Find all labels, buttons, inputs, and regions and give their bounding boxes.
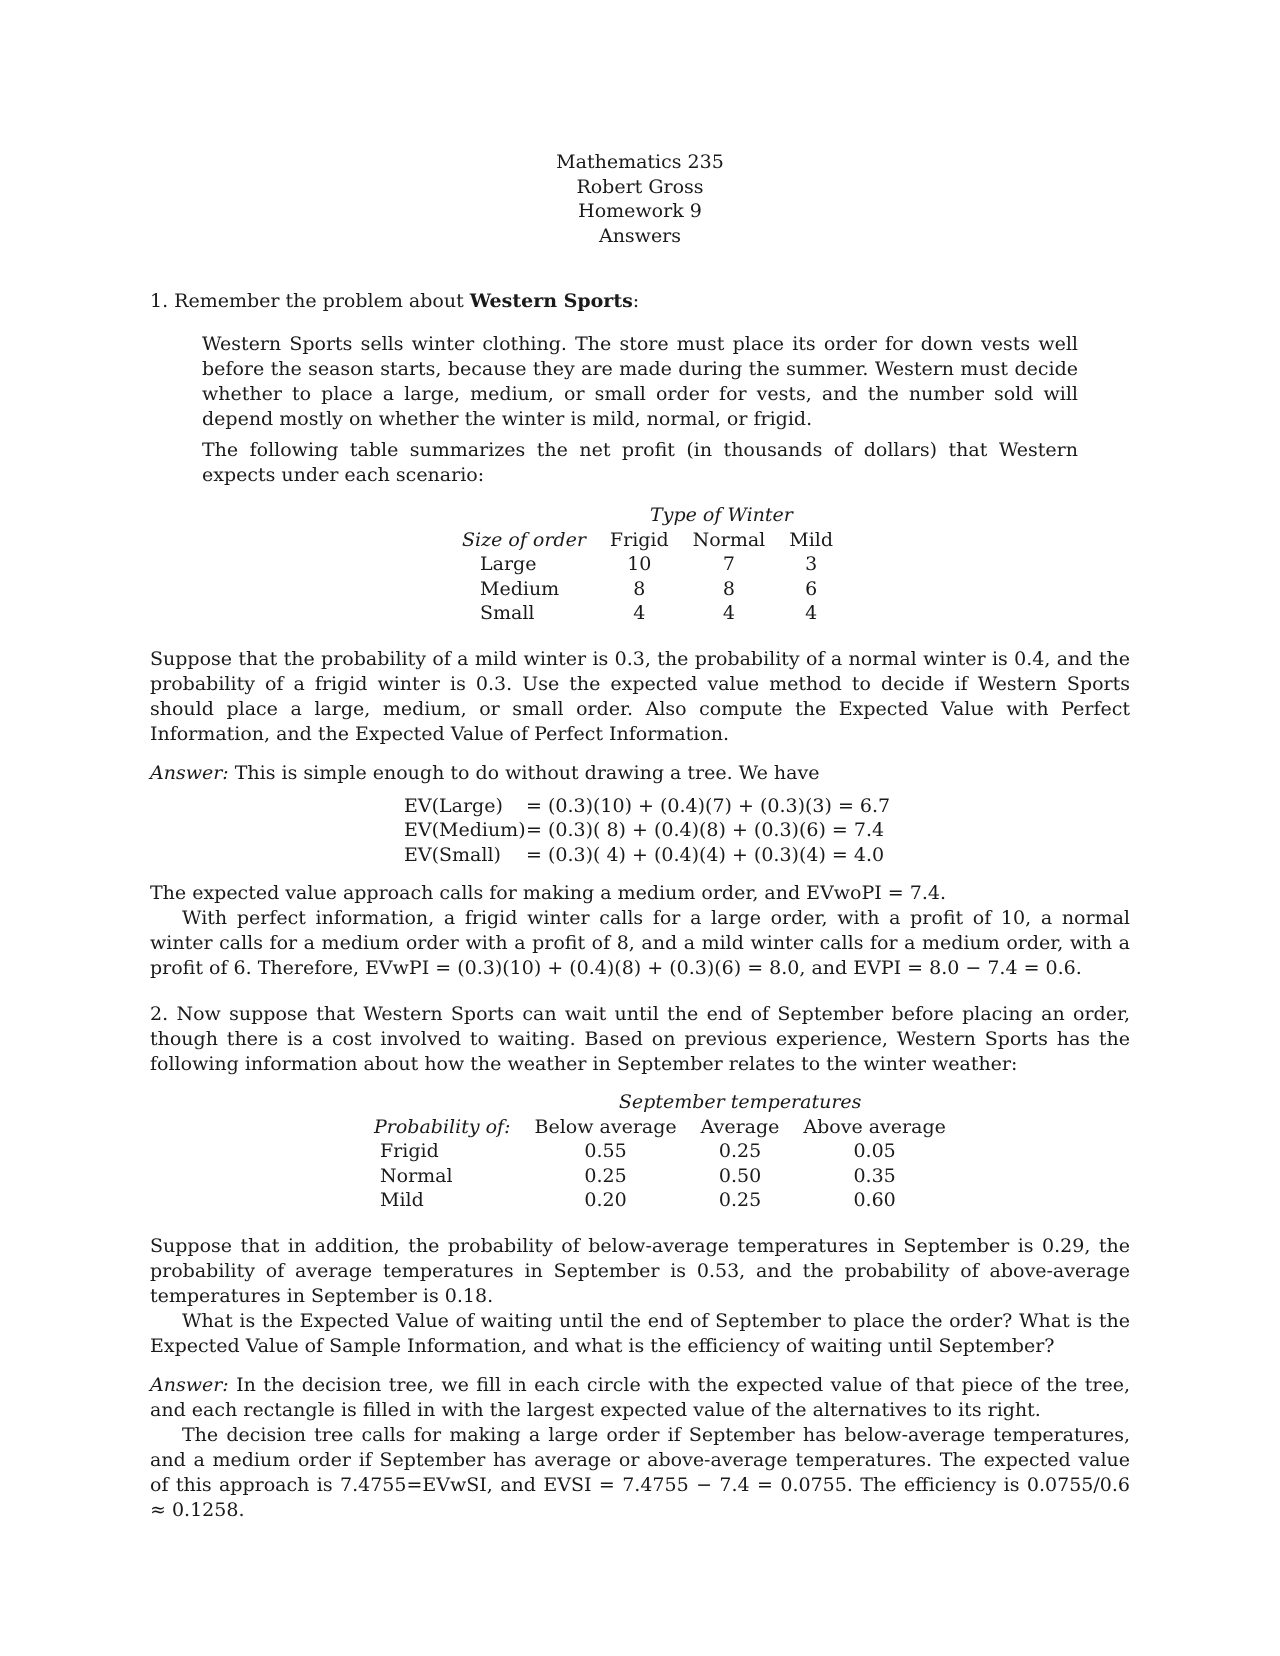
course-title: Mathematics 235 — [556, 151, 724, 173]
problem2-answer-2: The decision tree calls for making a large order if September has below-average temperatures, and a medium order if September has average or above-average temperatures. The expected value of this approach is 7.4755=EVwSI, and EVSI = 7.4755 − 7.4 = 0.0755. The efficiency is 0.0755/0.6 ≈ 0.1258. — [150, 1423, 1130, 1521]
table-cell: 0.05 — [853, 1140, 896, 1162]
table-cell: 4 — [805, 602, 818, 624]
table-cell: 7 — [722, 553, 735, 575]
table-cell: 3 — [805, 553, 818, 575]
document-header — [150, 150, 1130, 248]
september-table-title: September temperatures — [618, 1091, 862, 1113]
profit-table — [450, 503, 845, 626]
problem1-intro-bold: Western Sports — [469, 290, 633, 312]
table-cell: 0.50 — [718, 1164, 762, 1187]
author-name: Robert Gross — [576, 175, 704, 198]
column-header: Normal — [692, 528, 766, 551]
row-label: Normal — [380, 1164, 453, 1187]
problem1-answer: Answer: This is simple enough to do without drawing a tree. We have — [150, 761, 820, 784]
row-label: Mild — [380, 1189, 424, 1211]
equation-lhs: EV(Medium) — [404, 819, 526, 841]
row-label: Small — [480, 602, 535, 624]
table-cell: 0.25 — [718, 1189, 762, 1211]
problem1-conclusion-1: The expected value approach calls for making a medium order, and EVwoPI = 7.4. — [150, 882, 947, 904]
quote-paragraph-2: The following table summarizes the net profit (in thousands of dollars) that Western expects under each scenario: — [202, 439, 1078, 486]
row-label: Medium — [480, 577, 560, 600]
document-subtitle: Answers — [598, 224, 682, 247]
answer-label: Answer: — [150, 761, 229, 784]
problem1-quote — [202, 332, 1078, 488]
september-table-row-header: Probability of: — [374, 1115, 511, 1138]
table-cell: 0.20 — [584, 1189, 627, 1211]
table-row — [450, 577, 845, 602]
equation-row — [404, 794, 1130, 819]
table-cell: 8 — [722, 577, 735, 600]
problem2-intro: 2. Now suppose that Western Sports can wait until the end of September before placing an order, though there is a cost involved to waiting. Based on previous experience, Western Sports has the following information about how the weather in September relates to the winter weather: — [150, 1003, 1130, 1075]
equation-rhs: = (0.3)( 8) + (0.4)(8) + (0.3)(6) = 7.4 — [526, 819, 885, 841]
problem2-question: What is the Expected Value of waiting until the end of September to place the order? What is the Expected Value of Sample Information, and what is the efficiency of waiting until September? — [150, 1309, 1130, 1357]
table-cell: 0.25 — [584, 1164, 627, 1187]
profit-table-row-header: Size of order — [462, 528, 586, 551]
equation-lhs: EV(Large) — [404, 794, 503, 817]
september-table — [362, 1090, 958, 1213]
equation-row — [404, 843, 1130, 868]
table-cell: 4 — [722, 602, 735, 624]
column-header: Mild — [789, 528, 834, 551]
table-cell: 0.55 — [584, 1140, 627, 1162]
equation-rhs: = (0.3)( 4) + (0.4)(4) + (0.3)(4) = 4.0 — [526, 843, 885, 866]
problem2-supposition: Suppose that in addition, the probability of below-average temperatures in September is 0.29, the probability of average temperatures in September is 0.53, and the probability of above-average temperatures in September is 0.18. — [150, 1234, 1130, 1307]
equation-row — [404, 818, 1130, 843]
table-cell: 0.60 — [853, 1189, 896, 1211]
table-row — [450, 552, 845, 577]
column-header: Average — [700, 1115, 780, 1138]
equation-lhs: EV(Small) — [404, 843, 501, 866]
row-label: Frigid — [380, 1140, 439, 1162]
equation-rhs: = (0.3)(10) + (0.4)(7) + (0.3)(3) = 6.7 — [526, 794, 891, 817]
table-cell: 0.25 — [718, 1140, 762, 1162]
table-cell: 8 — [633, 577, 646, 600]
table-cell: 6 — [805, 577, 818, 600]
table-row — [362, 1139, 958, 1164]
problem1-intro: 1. Remember the problem about Western Sports: — [150, 290, 640, 312]
expected-value-equations — [404, 794, 1130, 868]
table-row — [362, 1188, 958, 1213]
table-row — [450, 601, 845, 626]
problem2-answer: Answer: In the decision tree, we fill in each circle with the expected value of that piece of the tree, and each rectangle is filled in with the largest expected value of the alternatives to its right. — [150, 1373, 1130, 1421]
table-cell: 4 — [633, 602, 646, 624]
problem1-question: Suppose that the probability of a mild winter is 0.3, the probability of a normal winter is 0.4, and the probability of a frigid winter is 0.3. Use the expected value method to decide if Western Sports should place a large, medium, or small order. Also compute the Expected Value with Perfect Information, and the Expected Value of Perfect Information. — [150, 647, 1130, 745]
answer-label: Answer: — [150, 1373, 229, 1396]
document-page — [150, 150, 1130, 1523]
problem1-conclusion-2: With perfect information, a frigid winter calls for a large order, with a profit of 10, a normal winter calls for a medium order with a profit of 8, and a mild winter calls for a medium order, with a profit of 6. Therefore, EVwPI = (0.3)(10) + (0.4)(8) + (0.3)(6) = 8.0, and EVPI = 8.0 − 7.4 = 0.6. — [150, 907, 1130, 979]
table-cell: 10 — [627, 553, 652, 575]
row-label: Large — [480, 553, 537, 575]
profit-table-title: Type of Winter — [650, 504, 793, 526]
table-cell: 0.35 — [853, 1164, 896, 1187]
quote-paragraph-1: Western Sports sells winter clothing. The store must place its order for down vests well before the season starts, because they are made during the summer. Western must decide whether to place a large, medium, or small order for vests, and the number sold will depend mostly on whether the winter is mild, normal, or frigid. — [202, 333, 1078, 430]
column-header: Frigid — [609, 528, 669, 551]
column-header: Below average — [534, 1115, 677, 1138]
table-row — [362, 1164, 958, 1189]
column-header: Above average — [803, 1115, 946, 1138]
assignment-title: Homework 9 — [578, 200, 702, 222]
